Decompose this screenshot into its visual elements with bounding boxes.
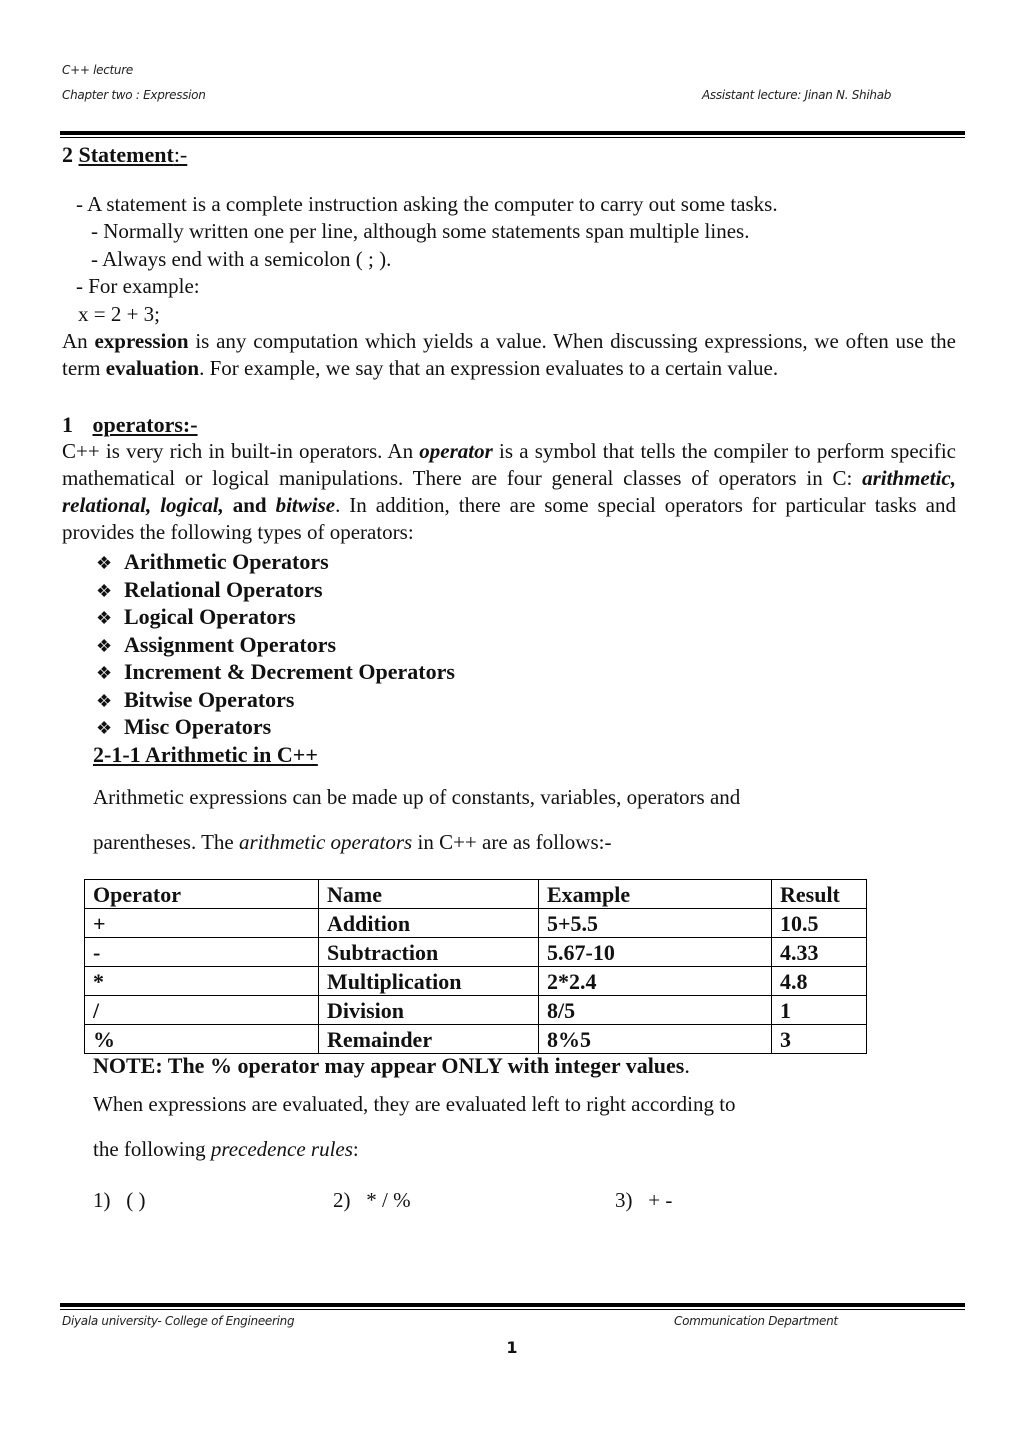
diamond-bullet-icon: ❖ xyxy=(96,580,113,601)
expression-term: expression xyxy=(94,329,189,353)
precedence-rules-term: precedence rules xyxy=(210,1137,353,1161)
table-row xyxy=(85,938,867,967)
list-item-label: Misc Operators xyxy=(124,714,272,739)
table-cell: 8%5 xyxy=(539,1025,772,1054)
header-course: C++ lecture xyxy=(62,63,133,77)
list-item-label: Assignment Operators xyxy=(124,631,337,657)
table-row xyxy=(85,1025,867,1054)
operators-and: and xyxy=(232,493,267,517)
list-item xyxy=(96,686,455,714)
list-item xyxy=(96,631,455,659)
expression-text-1: An xyxy=(62,329,95,353)
table-cell: 5+5.5 xyxy=(539,909,772,938)
diamond-bullet-icon: ❖ xyxy=(96,718,113,738)
table-cell: 8/5 xyxy=(539,996,772,1025)
footer-department: Communication Department xyxy=(674,1314,838,1328)
table-row xyxy=(85,996,867,1025)
evaluation-term: evaluation xyxy=(105,356,200,380)
header-chapter: Chapter two : Expression xyxy=(62,88,206,102)
operators-text-3: . In addition, there are some special operators for particular tasks and provides the following types of operators: xyxy=(62,493,956,544)
list-item xyxy=(96,548,455,576)
subsection-heading: 2-1-1 Arithmetic in C++ xyxy=(93,742,318,767)
precedence-rule-3: 3) + - xyxy=(615,1188,673,1212)
table-cell: 3 xyxy=(772,1025,867,1054)
arith-operators-term: arithmetic operators xyxy=(238,830,413,854)
table-cell: 2*2.4 xyxy=(539,967,772,996)
table-cell: - xyxy=(85,938,319,967)
list-item-label: Logical Operators xyxy=(124,604,296,629)
statement-example: x = 2 + 3; xyxy=(78,302,161,326)
footer-university: Diyala university- College of Engineering xyxy=(62,1314,295,1328)
diamond-bullet-icon: ❖ xyxy=(96,690,113,711)
statement-line-4: - For example: xyxy=(76,274,200,298)
diamond-bullet-icon: ❖ xyxy=(96,635,113,656)
table-header-row xyxy=(85,880,867,909)
table-cell: Remainder xyxy=(319,1025,539,1054)
table-cell: Multiplication xyxy=(319,967,539,996)
precedence-rule-2: 2) * / % xyxy=(333,1188,411,1212)
header-rule-thin xyxy=(60,137,965,138)
list-item-label: Increment & Decrement Operators xyxy=(124,659,455,684)
section-heading xyxy=(62,141,187,168)
table-cell: / xyxy=(85,996,319,1025)
table-cell: + xyxy=(85,909,319,938)
operators-number: 1 xyxy=(62,412,73,437)
footer-rule-thick xyxy=(60,1303,965,1307)
list-item xyxy=(96,658,455,686)
list-item xyxy=(96,576,455,604)
operators-title: operators:- xyxy=(92,412,198,437)
note xyxy=(93,1052,690,1079)
precedence-text-2: : xyxy=(352,1137,359,1161)
list-item-label: Bitwise Operators xyxy=(124,686,295,712)
statement-line-3: - Always end with a semicolon ( ; ). xyxy=(91,247,392,271)
note-tail: . xyxy=(684,1053,690,1078)
operators-space xyxy=(224,493,233,517)
arith-intro-text-2: in C++ are as follows:- xyxy=(412,830,612,854)
expression-text-2: is any computation which yields a value. When discussing expressions, we often use the term xyxy=(62,329,956,380)
table-cell: Division xyxy=(319,996,539,1025)
list-item xyxy=(96,603,455,631)
arithmetic-operators-table xyxy=(84,879,867,1054)
operators-space-2 xyxy=(267,493,276,517)
note-text: NOTE: The % operator may appear ONLY with integer values xyxy=(93,1053,685,1078)
list-item-label: Arithmetic Operators xyxy=(124,549,329,574)
diamond-bullet-icon: ❖ xyxy=(96,663,113,683)
table-cell: 10.5 xyxy=(772,909,867,938)
operators-text-2: is a symbol that tells the compiler to perform specific mathematical or logical manipulations. There are four general classes of operators in C: xyxy=(62,439,956,490)
table-header-cell: Name xyxy=(319,880,539,909)
precedence-line-1: When expressions are evaluated, they are evaluated left to right according to xyxy=(93,1092,736,1116)
operators-heading xyxy=(62,411,198,438)
operator-term: operator xyxy=(419,439,493,463)
section-number: 2 xyxy=(62,142,73,167)
operators-text-1: C++ is very rich in built-in operators. An xyxy=(62,439,420,463)
precedence-line-2 xyxy=(93,1136,359,1163)
precedence-rule-1: 1) ( ) xyxy=(93,1188,146,1212)
table-cell: Subtraction xyxy=(319,938,539,967)
arith-intro-text-1: parentheses. The xyxy=(93,830,239,854)
list-item xyxy=(96,713,455,741)
statement-line-1: - A statement is a complete instruction asking the computer to carry out some tasks. xyxy=(76,192,778,216)
table-header-cell: Operator xyxy=(85,880,319,909)
arith-intro-line-1: Arithmetic expressions can be made up of constants, variables, operators and xyxy=(93,785,741,809)
table-cell: 1 xyxy=(772,996,867,1025)
diamond-bullet-icon: ❖ xyxy=(96,608,113,628)
table-cell: 5.67-10 xyxy=(539,938,772,967)
table-cell: 4.8 xyxy=(772,967,867,996)
statement-line-2: - Normally written one per line, although some statements span multiple lines. xyxy=(91,219,750,243)
table-header-cell: Example xyxy=(539,880,772,909)
operator-classes: arithmetic, relational, logical, xyxy=(62,466,956,517)
table-cell: Addition xyxy=(319,909,539,938)
bitwise-term: bitwise xyxy=(275,493,336,517)
precedence-text-1: the following xyxy=(93,1137,211,1161)
table-header-cell: Result xyxy=(772,880,867,909)
operator-types-list xyxy=(96,548,455,741)
table-row xyxy=(85,967,867,996)
operators-paragraph xyxy=(62,438,956,546)
table-cell: 4.33 xyxy=(772,938,867,967)
section-suffix: :- xyxy=(173,142,188,167)
footer-rule-thin xyxy=(60,1309,965,1310)
expression-paragraph xyxy=(62,328,956,382)
page-number: 1 xyxy=(506,1338,518,1357)
header-lecturer: Assistant lecture: Jinan N. Shihab xyxy=(702,88,892,102)
table-cell: * xyxy=(85,967,319,996)
diamond-bullet-icon: ❖ xyxy=(96,553,113,573)
arith-intro-line-2 xyxy=(93,829,611,856)
table-cell: % xyxy=(85,1025,319,1054)
section-title: Statement xyxy=(78,142,174,167)
expression-text-3: . For example, we say that an expression evaluates to a certain value. xyxy=(199,356,779,380)
header-rule-thick xyxy=(60,131,965,135)
table-row xyxy=(85,909,867,938)
list-item-label: Relational Operators xyxy=(124,576,323,602)
